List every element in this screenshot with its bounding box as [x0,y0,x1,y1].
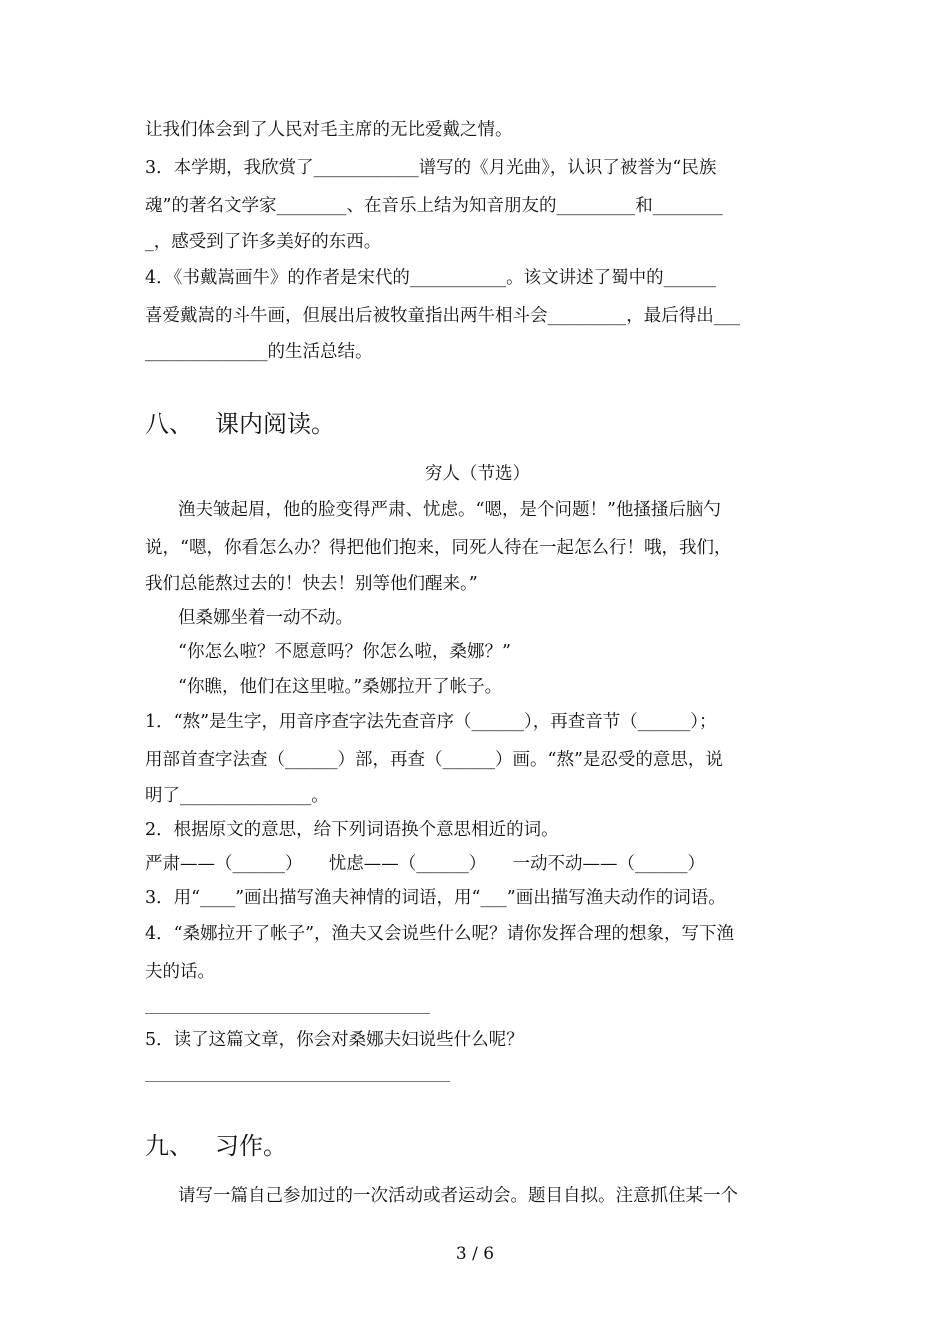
passage-line: “你怎么啦？不愿意吗？你怎么啦，桑娜？” [178,642,511,662]
reading-question-2-words: 严肃——（______） 忧虑——（______） 一动不动——（______） [145,854,705,874]
writing-prompt-line: 请写一篇自己参加过的一次活动或者运动会。题目自拟。注意抓住某一个 [178,1186,738,1206]
section-8-title: 课内阅读。 [215,410,335,438]
q3-mark-wavy-line: ___ [480,888,507,908]
reading-question-2: 2．根据原文的意思，给下列词语换个意思相近的词。 [145,820,559,840]
passage-title: 穷人（节选） [425,464,530,484]
reading-question-1-line-2: 用部首查字法查（______）部，再查（______）画。“熬”是忍受的意思，说 [145,750,723,770]
section-9-number: 九、 [145,1132,193,1160]
question-3-line-3: _，感受到了许多美好的东西。 [145,232,382,252]
section-8-heading [145,408,335,440]
reading-question-1-line-1: 1．“熬”是生字，用音序查字法先查音序（______），再查音节（______）； [145,712,717,732]
question-3-line-2: 魂”的著名文学家________、在音乐上结为知音朋友的_________和________ [145,196,723,216]
question-4-line-2: 喜爱戴嵩的斗牛画，但展出后被牧童指出两牛相斗会_________，最后得出___ [145,306,740,326]
page-number: 3 / 6 [455,1244,495,1264]
reading-question-5: 5．读了这篇文章，你会对桑娜夫妇说些什么呢？ [145,1030,524,1050]
passage-line: 我们总能熬过去的！快去！别等他们醒来。” [145,574,478,594]
answer-line [145,1081,450,1082]
q3-text-post: ”画出描写渔夫动作的词语。 [506,888,726,908]
q3-text-pre: 3．用“ [145,888,201,908]
text-line: 让我们体会到了人民对毛主席的无比爱戴之情。 [145,120,513,140]
passage-line: “你瞧，他们在这里啦。”桑娜拉开了帐子。 [178,677,503,697]
passage-line: 但桑娜坐着一动不动。 [178,608,353,628]
section-8-number: 八、 [145,410,193,438]
passage-line: 说，“嗯，你看怎么办？得把他们抱来，同死人待在一起怎么行！哦，我们， [145,538,732,558]
reading-question-1-line-3: 明了_______________。 [145,786,329,806]
passage-line: 渔夫皱起眉，他的脸变得严肃、忧虑。“嗯，是个问题！”他搔搔后脑勺 [178,500,721,520]
section-9-heading [145,1130,287,1162]
reading-question-4-line-2: 夫的话。 [145,962,215,982]
section-9-title: 习作。 [215,1132,287,1160]
question-4-line-1: 4．《书戴嵩画牛》的作者是宋代的___________。该文讲述了蜀中的______ [145,268,717,288]
q3-mark-straight-line: ____ [200,888,236,908]
answer-line [145,1013,430,1014]
question-3-line-1: 3．本学期，我欣赏了____________谱写的《月光曲》，认识了被誉为“民族 [145,158,717,178]
q3-text-mid: ”画出描写渔夫神情的词语，用“ [235,888,481,908]
question-4-line-3: ______________的生活总结。 [145,342,373,362]
reading-question-4-line-1: 4．“桑娜拉开了帐子”，渔夫又会说些什么呢？请你发挥合理的想象，写下渔 [145,924,735,944]
reading-question-3 [145,886,810,910]
